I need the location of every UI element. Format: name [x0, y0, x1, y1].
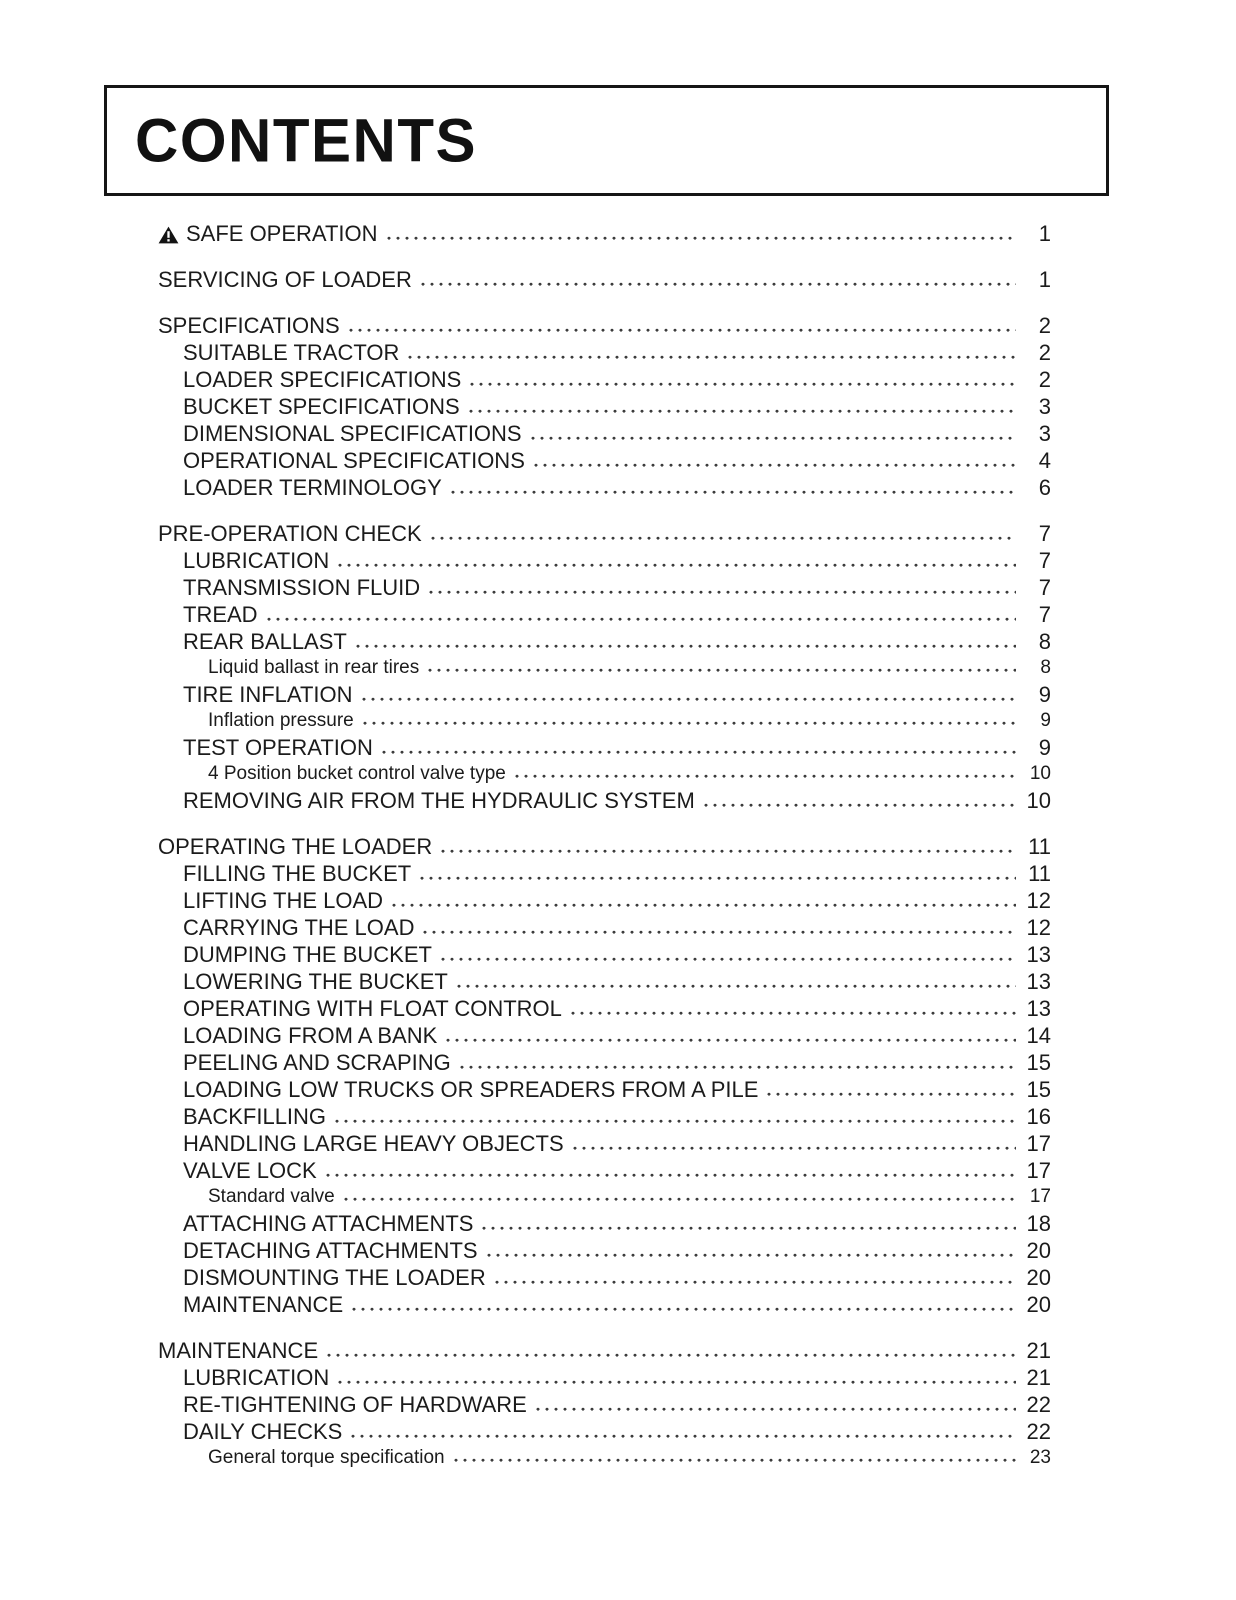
- toc-entry: [158, 520, 1051, 547]
- toc-entry-label: OPERATIONAL SPECIFICATIONS: [183, 448, 525, 473]
- toc-entry-label: SAFE OPERATION: [158, 220, 378, 247]
- toc-entry-label: MAINTENANCE: [183, 1292, 344, 1317]
- toc-entry-label: TIRE INFLATION: [183, 682, 353, 707]
- toc-entry: [158, 968, 1051, 995]
- dot-leader: [335, 1119, 1016, 1124]
- toc-entry: [158, 1291, 1051, 1318]
- toc-entry-label: TREAD: [183, 602, 258, 627]
- toc-entry-label: BACKFILLING: [183, 1104, 327, 1129]
- toc-entry-label: General torque specification: [208, 1447, 445, 1468]
- toc-entry: [158, 366, 1051, 393]
- dot-leader: [429, 590, 1016, 595]
- dot-leader: [267, 617, 1016, 622]
- dot-leader: [423, 930, 1016, 935]
- toc-entry-page: 10: [1029, 763, 1051, 784]
- dot-leader: [469, 409, 1016, 414]
- page-title: CONTENTS: [135, 106, 477, 175]
- toc-entry: [158, 1445, 1051, 1471]
- toc-entry-label: OPERATING WITH FLOAT CONTROL: [183, 996, 562, 1021]
- toc-entry-page: 22: [1026, 1392, 1051, 1417]
- dot-leader: [446, 1038, 1016, 1043]
- toc-entry: [158, 1264, 1051, 1291]
- toc-entry-page: 10: [1026, 788, 1051, 813]
- toc-entry: [158, 393, 1051, 420]
- toc-entry-page: 7: [1038, 521, 1051, 546]
- toc-entry: [158, 1391, 1051, 1418]
- dot-leader: [487, 1253, 1016, 1258]
- toc-entry: [158, 339, 1051, 366]
- toc-entry-page: 15: [1026, 1077, 1051, 1102]
- dot-leader: [482, 1226, 1016, 1231]
- toc-entry-page: 20: [1026, 1238, 1051, 1263]
- toc-entry-page: 2: [1038, 367, 1051, 392]
- toc-entry: [158, 574, 1051, 601]
- toc-entry-label: PEELING AND SCRAPING: [183, 1050, 451, 1075]
- toc-entry-page: 3: [1038, 421, 1051, 446]
- toc-entry: [158, 833, 1051, 860]
- toc-entry: [158, 420, 1051, 447]
- dot-leader: [454, 1458, 1016, 1463]
- toc-entry-page: 18: [1026, 1211, 1051, 1236]
- dot-leader: [534, 463, 1016, 468]
- toc-entry: [158, 1337, 1051, 1364]
- dot-leader: [704, 803, 1016, 808]
- toc-entry-label: REMOVING AIR FROM THE HYDRAULIC SYSTEM: [183, 788, 695, 813]
- toc-entry: [158, 1076, 1051, 1103]
- toc-entry-page: 7: [1038, 548, 1051, 573]
- toc-entry-page: 21: [1026, 1365, 1051, 1390]
- toc-entry: [158, 787, 1051, 814]
- toc-entry-label: DIMENSIONAL SPECIFICATIONS: [183, 421, 522, 446]
- toc-entry-label: LIFTING THE LOAD: [183, 888, 384, 913]
- toc-entry: [158, 1022, 1051, 1049]
- toc-entry-page: 6: [1038, 475, 1051, 500]
- toc-entry-page: 20: [1026, 1265, 1051, 1290]
- warning-icon: [158, 226, 179, 244]
- dot-leader: [515, 774, 1016, 779]
- toc-entry: [158, 1418, 1051, 1445]
- toc-entry: [158, 628, 1051, 655]
- toc-entry: [158, 1157, 1051, 1184]
- dot-leader: [338, 563, 1016, 568]
- toc-entry-label: Standard valve: [208, 1186, 335, 1207]
- toc-entry-label: DETACHING ATTACHMENTS: [183, 1238, 478, 1263]
- toc-entry-page: 1: [1038, 221, 1051, 246]
- toc-entry: [158, 914, 1051, 941]
- toc-entry-page: 17: [1026, 1158, 1051, 1183]
- toc-entry: [158, 1364, 1051, 1391]
- toc-entry: [158, 655, 1051, 681]
- toc-entry-label: TEST OPERATION: [183, 735, 373, 760]
- dot-leader: [344, 1197, 1016, 1202]
- toc-entry-label: TRANSMISSION FLUID: [183, 575, 421, 600]
- toc-entry: [158, 1049, 1051, 1076]
- dot-leader: [571, 1011, 1016, 1016]
- toc-entry-page: 23: [1029, 1447, 1051, 1468]
- toc-entry-page: 2: [1038, 313, 1051, 338]
- toc-entry: [158, 1184, 1051, 1210]
- dot-leader: [420, 876, 1016, 881]
- toc-entry-page: 13: [1026, 996, 1051, 1021]
- toc-entry-page: 9: [1038, 682, 1051, 707]
- toc-entry: [158, 547, 1051, 574]
- toc-entry-page: 11: [1028, 861, 1051, 886]
- toc-entry-label: Inflation pressure: [208, 710, 354, 731]
- toc-entry-page: 8: [1038, 629, 1051, 654]
- toc-entry-label: SUITABLE TRACTOR: [183, 340, 400, 365]
- dot-leader: [408, 355, 1016, 360]
- dot-leader: [460, 1065, 1016, 1070]
- dot-leader: [431, 536, 1016, 541]
- toc-entry-page: 13: [1026, 942, 1051, 967]
- dot-leader: [362, 697, 1017, 702]
- toc-entry-page: 12: [1026, 888, 1051, 913]
- dot-leader: [327, 1353, 1016, 1358]
- dot-leader: [428, 668, 1016, 673]
- dot-leader: [356, 644, 1016, 649]
- toc-entry-page: 4: [1038, 448, 1051, 473]
- toc-entry-page: 1: [1038, 267, 1051, 292]
- dot-leader: [536, 1407, 1016, 1412]
- dot-leader: [387, 236, 1016, 241]
- toc-entry-page: 9: [1038, 735, 1051, 760]
- toc-entry-label: DISMOUNTING THE LOADER: [183, 1265, 486, 1290]
- toc-entry-page: 11: [1028, 834, 1051, 859]
- dot-leader: [352, 1307, 1016, 1312]
- toc-entry-page: 16: [1026, 1104, 1051, 1129]
- dot-leader: [363, 721, 1016, 726]
- toc-entry-page: 12: [1026, 915, 1051, 940]
- dot-leader: [470, 382, 1016, 387]
- toc-entry-label: LUBRICATION: [183, 548, 330, 573]
- dot-leader: [767, 1092, 1016, 1097]
- toc-entry: [158, 601, 1051, 628]
- toc-entry-page: 2: [1038, 340, 1051, 365]
- toc-entry-label: HANDLING LARGE HEAVY OBJECTS: [183, 1131, 564, 1156]
- dot-leader: [326, 1173, 1016, 1178]
- dot-leader: [421, 282, 1016, 287]
- toc-entry-label: MAINTENANCE: [158, 1338, 319, 1363]
- dot-leader: [441, 849, 1016, 854]
- toc-entry: [158, 220, 1051, 247]
- toc-entry: [158, 708, 1051, 734]
- toc-entry-label: PRE-OPERATION CHECK: [158, 521, 422, 546]
- toc-entry-page: 7: [1038, 602, 1051, 627]
- contents-title-box: [104, 85, 1109, 196]
- toc-entry-page: 14: [1026, 1023, 1051, 1048]
- toc-entry-label: DAILY CHECKS: [183, 1419, 343, 1444]
- toc-list: [158, 220, 1051, 1471]
- toc-entry-label: 4 Position bucket control valve type: [208, 763, 506, 784]
- toc-entry-label: LOADING FROM A BANK: [183, 1023, 438, 1048]
- toc-entry-label: RE-TIGHTENING OF HARDWARE: [183, 1392, 527, 1417]
- toc-entry-page: 22: [1026, 1419, 1051, 1444]
- toc-entry-page: 13: [1026, 969, 1051, 994]
- toc-entry: [158, 681, 1051, 708]
- toc-entry-label: Liquid ballast in rear tires: [208, 657, 420, 678]
- toc-entry: [158, 266, 1051, 293]
- toc-entry-label: LOADING LOW TRUCKS OR SPREADERS FROM A PILE: [183, 1077, 759, 1102]
- dot-leader: [457, 984, 1016, 989]
- dot-leader: [441, 957, 1016, 962]
- toc-entry-page: 3: [1038, 394, 1051, 419]
- toc-entry-page: 15: [1026, 1050, 1051, 1075]
- dot-leader: [351, 1434, 1016, 1439]
- dot-leader: [349, 328, 1016, 333]
- toc-entry-page: 7: [1038, 575, 1051, 600]
- toc-entry-label: DUMPING THE BUCKET: [183, 942, 432, 967]
- toc-entry-label: LOWERING THE BUCKET: [183, 969, 448, 994]
- toc-entry-page: 21: [1026, 1338, 1051, 1363]
- toc-entry: [158, 1103, 1051, 1130]
- toc-entry-page: 20: [1026, 1292, 1051, 1317]
- toc-entry-label: BUCKET SPECIFICATIONS: [183, 394, 460, 419]
- dot-leader: [531, 436, 1016, 441]
- toc-entry: [158, 995, 1051, 1022]
- dot-leader: [495, 1280, 1016, 1285]
- toc-entry: [158, 941, 1051, 968]
- toc-entry-label: CARRYING THE LOAD: [183, 915, 415, 940]
- toc-entry-label: LUBRICATION: [183, 1365, 330, 1390]
- toc-entry: [158, 1130, 1051, 1157]
- toc-entry: [158, 447, 1051, 474]
- toc-entry: [158, 1237, 1051, 1264]
- toc-entry-page: 17: [1026, 1131, 1051, 1156]
- toc-entry-label: REAR BALLAST: [183, 629, 347, 654]
- toc-entry-label: SERVICING OF LOADER: [158, 267, 412, 292]
- toc-entry-label: FILLING THE BUCKET: [183, 861, 412, 886]
- toc-entry: [158, 1210, 1051, 1237]
- dot-leader: [451, 490, 1016, 495]
- dot-leader: [573, 1146, 1016, 1151]
- dot-leader: [338, 1380, 1016, 1385]
- dot-leader: [382, 750, 1016, 755]
- toc-entry: [158, 312, 1051, 339]
- toc-entry-label: SPECIFICATIONS: [158, 313, 340, 338]
- toc-entry-label: LOADER TERMINOLOGY: [183, 475, 442, 500]
- toc-entry-label: ATTACHING ATTACHMENTS: [183, 1211, 474, 1236]
- toc-entry-page: 8: [1040, 657, 1051, 678]
- toc-entry: [158, 734, 1051, 761]
- toc-entry-page: 17: [1029, 1186, 1051, 1207]
- dot-leader: [392, 903, 1016, 908]
- toc-entry-label: VALVE LOCK: [183, 1158, 317, 1183]
- toc-entry-page: 9: [1040, 710, 1051, 731]
- toc-entry: [158, 761, 1051, 787]
- toc-entry: [158, 860, 1051, 887]
- toc-entry: [158, 887, 1051, 914]
- toc-entry: [158, 474, 1051, 501]
- toc-entry-label: OPERATING THE LOADER: [158, 834, 433, 859]
- toc-entry-label: LOADER SPECIFICATIONS: [183, 367, 462, 392]
